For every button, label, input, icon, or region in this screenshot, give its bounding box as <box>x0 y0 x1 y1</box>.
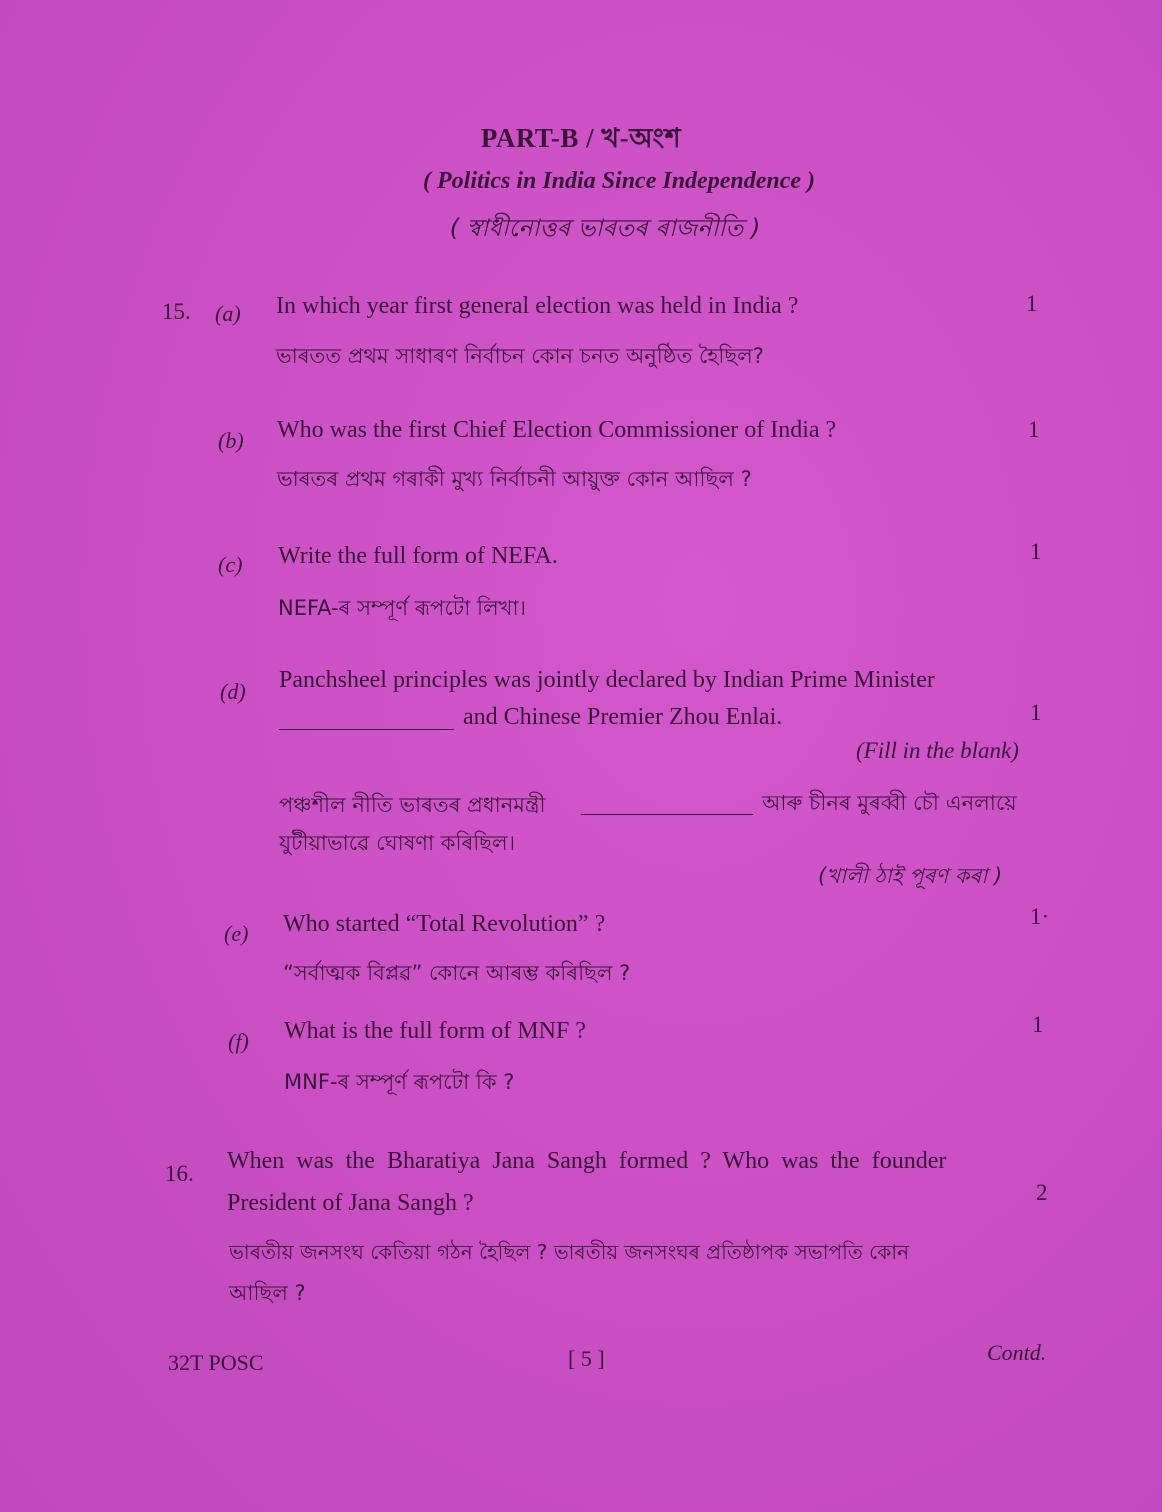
question-15a-label: (a) <box>215 301 241 326</box>
question-15e-label: (e) <box>224 921 249 946</box>
question-15f-label: (f) <box>228 1029 249 1054</box>
fill-in-blank-line-as <box>581 814 753 815</box>
question-15d-marks: 1 <box>1030 700 1042 725</box>
question-15d-text-en-line2: and Chinese Premier Zhou Enlai. <box>463 704 783 730</box>
question-16-marks: 2 <box>1036 1180 1048 1205</box>
question-15b-label: (b) <box>218 428 244 453</box>
question-15b-text-as: ভাৰতৰ প্ৰথম গৰাকী মুখ্য নিৰ্বাচনী আয়ুক্ত কোন আছিল ? <box>277 467 752 491</box>
question-15d-text-as-line1-start: পঞ্চশীল নীতি ভাৰতৰ প্ৰধানমন্ত্ৰী <box>279 793 546 817</box>
question-number-16: 16. <box>165 1161 194 1186</box>
question-16-text-en-line1: When was the Bharatiya Jana Sangh formed ? Who was the founder <box>227 1148 947 1174</box>
question-15a-marks: 1 <box>1026 291 1038 316</box>
question-15d-text-as-line2: যুটীয়াভাৱে ঘোষণা কৰিছিল। <box>279 831 516 855</box>
subtitle-assamese: ( স্বাধীনোত্তৰ ভাৰতৰ ৰাজনীতি ) <box>449 214 761 242</box>
question-15b-marks: 1 <box>1028 417 1040 442</box>
question-15e-text-as: “সৰ্বাত্মক বিপ্লৱ” কোনে আৰম্ভ কৰিছিল ? <box>283 961 631 985</box>
question-15a-text-en: In which year first general election was held in India ? <box>276 293 799 319</box>
question-15f-marks: 1 <box>1032 1012 1044 1037</box>
question-15c-label: (c) <box>218 552 243 577</box>
footer-paper-code: 32T POSC <box>168 1350 264 1375</box>
question-number-15: 15. <box>162 299 191 324</box>
question-15b-text-en: Who was the first Chief Election Commissioner of India ? <box>277 417 837 443</box>
question-15a-text-as: ভাৰতত প্ৰথম সাধাৰণ নিৰ্বাচন কোন চনত অনুষ্ঠিত হৈছিল? <box>276 344 764 368</box>
question-16-text-en-line2: President of Jana Sangh ? <box>227 1190 474 1216</box>
footer-continued: Contd. <box>987 1340 1047 1365</box>
question-15c-text-en: Write the full form of NEFA. <box>278 543 558 569</box>
subtitle-english: ( Politics in India Since Independence ) <box>423 168 815 194</box>
question-15d-note-en: (Fill in the blank) <box>856 738 1019 763</box>
question-15d-text-as-line1-end: আৰু চীনৰ মুৰব্বী চৌ এনলায়ে <box>762 791 1017 815</box>
question-15d-label: (d) <box>220 679 246 704</box>
footer-page-number: [ 5 ] <box>568 1346 605 1371</box>
question-15e-text-en: Who started “Total Revolution” ? <box>283 911 606 937</box>
question-15c-marks: 1 <box>1030 539 1042 564</box>
part-title: PART-B / খ-অংশ <box>480 123 682 153</box>
question-15d-note-as: (খালী ঠাই পূৰণ কৰা ) <box>818 864 1003 888</box>
fill-in-blank-line-en <box>279 729 454 730</box>
question-16-text-as-line2: আছিল ? <box>229 1281 306 1305</box>
question-16-text-as-line1: ভাৰতীয় জনসংঘ কেতিয়া গঠন হৈছিল ? ভাৰতীয় জনসংঘৰ প্ৰতিষ্ঠাপক সভাপতি কোন <box>229 1240 910 1264</box>
question-15e-marks: 1· <box>1030 904 1050 929</box>
question-15f-text-as: MNF-ৰ সম্পূৰ্ণ ৰূপটো কি ? <box>284 1070 515 1094</box>
question-15d-text-en-line1: Panchsheel principles was jointly declared by Indian Prime Minister <box>279 667 935 693</box>
question-15f-text-en: What is the full form of MNF ? <box>284 1018 586 1044</box>
question-15c-text-as: NEFA-ৰ সম্পূৰ্ণ ৰূপটো লিখা। <box>278 596 527 620</box>
